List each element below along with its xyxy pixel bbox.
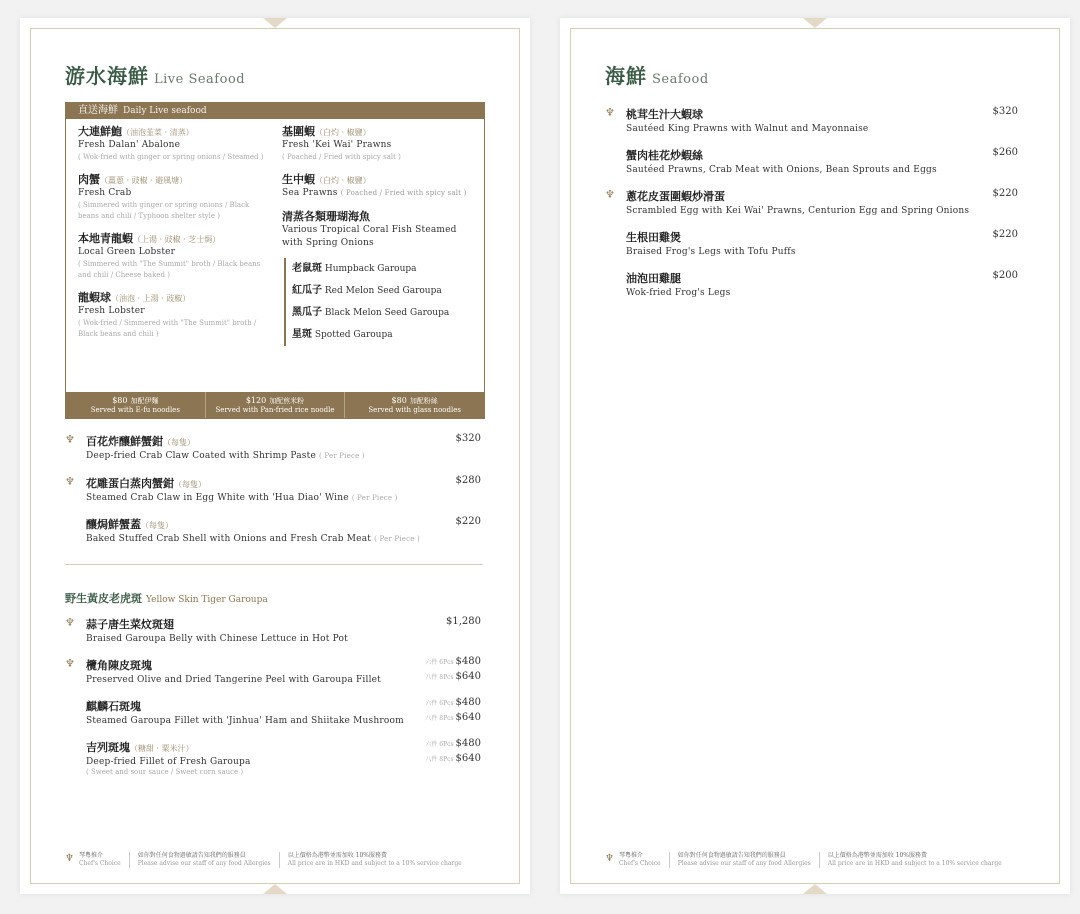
addon-price: $80	[391, 396, 407, 405]
frame-notch-bottom	[263, 884, 287, 894]
title-zh: 游水海鮮	[65, 64, 149, 88]
page-footer	[65, 852, 500, 872]
item-name-en: Various Tropical Coral Fish Steamed with Spring Onions	[282, 225, 457, 248]
item-name-en: Baked Stuffed Crab Shell with Onions and Fresh Crab Meat	[86, 534, 372, 544]
footer-chef-en: Chef's Choice	[618, 860, 661, 867]
item-name-zh: 油泡田雞腿	[626, 272, 681, 285]
item-price: $220	[992, 188, 1018, 199]
item-price-tiers	[425, 696, 481, 726]
price-tier-value: $640	[455, 712, 481, 723]
footer-allergy-zh: 如你對任何食物過敏請告知我們的服務員	[137, 852, 246, 859]
item-unit-en: ( Per Piece )	[374, 535, 420, 543]
item-name-en: Braised Garoupa Belly with Chinese Lettuce in Hot Pot	[86, 634, 348, 644]
frame-notch-top	[263, 18, 287, 28]
price-tier-label: 八件 8Pcs	[425, 756, 454, 763]
price-tier-label: 六件 6Pcs	[425, 741, 454, 748]
live-box-header	[66, 103, 484, 119]
item-price: $320	[455, 433, 481, 444]
item-name-en: Fresh Dalan' Abalone	[78, 140, 181, 150]
item-note: ( Wok-fried with ginger or spring onions / Steamed )	[78, 153, 264, 161]
addon-zh: 加配粉絲	[409, 397, 438, 405]
item-note: ( Simmered with ginger or spring onions / Black beans and chili / Typhoon shelter style )	[78, 201, 250, 220]
live-item	[78, 289, 268, 340]
item-note: ( Simmered with "The Summit" broth / Black beans and chili / Cheese baked )	[78, 260, 261, 279]
chef-choice-icon: ♆	[605, 853, 614, 864]
footer-allergy-en: Please advise our staff of any food Allergies	[137, 860, 271, 867]
item-name-zh: 本地青龍蝦	[78, 232, 133, 245]
item-note: ( Sweet and sour sauce / Sweet corn sauce )	[86, 768, 244, 776]
item-style-zh: （油泡韮菜 · 清蒸）	[122, 128, 194, 137]
price-tier-value: $480	[455, 697, 481, 708]
species-zh: 星斑	[292, 329, 312, 340]
section-divider	[65, 564, 483, 565]
item-style-zh: （薑蔥 · 豉椒 · 避風塘）	[100, 176, 188, 185]
item-name-en: Sautéed King Prawns with Walnut and Mayonnaise	[626, 124, 869, 134]
noodle-addon-bar	[66, 392, 484, 418]
live-head-zh: 直送海鮮	[78, 105, 118, 116]
addon-zh: 加配伊麵	[130, 397, 159, 405]
item-style-zh: （白灼 · 椒鹽）	[315, 176, 371, 185]
title-en: Live Seafood	[154, 72, 246, 87]
item-note: ( Wok-fried / Simmered with "The Summit" broth / Black beans and chili )	[78, 319, 257, 338]
item-name-en: Local Green Lobster	[78, 247, 176, 257]
footer-allergy-en: Please advise our staff of any food Allergies	[677, 860, 811, 867]
item-price: $1,280	[446, 616, 481, 627]
daily-live-seafood-box	[65, 102, 485, 419]
price-tier-label: 八件 8Pcs	[425, 674, 454, 681]
price-tier-value: $640	[455, 671, 481, 682]
item-style-zh: （糖甜 · 粟米汁）	[130, 744, 194, 753]
item-name-zh: 欖角陳皮斑塊	[86, 659, 152, 672]
item-unit-zh: （每隻）	[141, 521, 173, 530]
live-col-right	[282, 123, 472, 346]
item-unit-zh: （每隻）	[163, 438, 195, 447]
chef-choice-icon: ♆	[65, 616, 75, 629]
species-zh: 紅瓜子	[292, 285, 322, 296]
live-item	[282, 123, 472, 163]
chef-choice-icon: ♆	[605, 106, 615, 119]
item-name-en: Steamed Crab Claw in Egg White with 'Hua Diao' Wine	[86, 493, 349, 503]
species-item	[292, 258, 472, 280]
addon-en: Served with E-fu noodles	[90, 406, 180, 414]
item-price: $260	[992, 147, 1018, 158]
item-name-zh: 蟹肉桂花炒蝦絲	[626, 149, 703, 162]
footer-service-charge	[279, 852, 470, 868]
footer-chef-zh: 琴粵推介	[78, 852, 103, 859]
item-name-en: Steamed Garoupa Fillet with 'Jinhua' Ham and Shiitake Mushroom	[86, 716, 404, 726]
item-unit-en: ( Per Piece )	[351, 494, 398, 502]
footer-service-charge	[819, 852, 1010, 868]
species-en: Spotted Garoupa	[314, 330, 393, 340]
page-footer	[605, 852, 1040, 872]
footer-allergy-note	[669, 852, 819, 868]
species-en: Black Melon Seed Garoupa	[324, 308, 450, 318]
menu-page-left	[20, 18, 530, 894]
footer-allergy-note	[129, 852, 279, 868]
species-zh: 老鼠斑	[292, 263, 322, 274]
item-name-en: Sautéed Prawns, Crab Meat with Onions, Bean Sprouts and Eggs	[626, 165, 937, 175]
item-note: ( Poached / Fried with spicy salt )	[340, 189, 467, 197]
addon-cell	[345, 392, 484, 418]
item-style-zh: （上湯 · 豉椒 · 芝士焗）	[133, 235, 221, 244]
footer-chef-choice	[65, 852, 129, 868]
item-name-zh: 基圍蝦	[282, 125, 315, 138]
footer-allergy-zh: 如你對任何食物過敏請告知我們的服務員	[677, 852, 786, 859]
item-name-en: Braised Frog's Legs with Tofu Puffs	[626, 247, 796, 257]
species-en: Red Melon Seed Garoupa	[324, 286, 442, 296]
item-price: $220	[992, 229, 1018, 240]
item-name-en: Deep-fried Crab Claw Coated with Shrimp Paste	[86, 451, 316, 461]
item-name-zh: 大連鮮鮑	[78, 125, 122, 138]
item-price: $200	[992, 270, 1018, 281]
chef-choice-icon: ♆	[65, 853, 74, 864]
item-note: ( Poached / Fried with spicy salt )	[282, 153, 401, 161]
species-en: Humpback Garoupa	[324, 264, 417, 274]
title-zh: 海鮮	[605, 64, 647, 88]
live-item	[78, 171, 268, 222]
item-style-zh: （白灼 · 椒鹽）	[315, 128, 371, 137]
item-name-zh: 龍蝦球	[78, 291, 111, 304]
item-name-zh: 麒麟石斑塊	[86, 700, 141, 713]
section-title-live-seafood	[65, 60, 245, 89]
frame-notch-bottom	[803, 884, 827, 894]
item-unit-zh: （每隻）	[174, 480, 206, 489]
item-unit-en: ( Per Piece )	[319, 452, 365, 460]
addon-zh: 加配煎米粉	[269, 397, 305, 405]
footer-chef-choice	[605, 852, 669, 868]
item-name-zh: 花雕蛋白蒸肉蟹鉗	[86, 477, 174, 490]
item-name-zh: 蒜子唐生菜炆斑翅	[86, 618, 174, 631]
item-price-tiers	[425, 655, 481, 685]
addon-price: $120	[245, 396, 267, 405]
garoupa-species-list	[284, 258, 472, 346]
price-tier-label: 八件 8Pcs	[425, 715, 454, 722]
price-tier-value: $640	[455, 753, 481, 764]
item-name-en: Preserved Olive and Dried Tangerine Peel with Garoupa Fillet	[86, 675, 381, 685]
species-item	[292, 280, 472, 302]
footer-charge-zh: 以上價格為港幣並需加收 10%服務費	[287, 852, 388, 859]
live-item-coral-fish	[282, 208, 472, 250]
title-en: Seafood	[652, 72, 709, 87]
item-price: $220	[455, 516, 481, 527]
item-price: $280	[455, 475, 481, 486]
subsection-en: Yellow Skin Tiger Garoupa	[146, 595, 268, 605]
frame-notch-top	[803, 18, 827, 28]
section-title-yellow-skin-tiger-garoupa	[65, 587, 268, 606]
live-item	[78, 230, 268, 281]
item-name-zh: 釀焗鮮蟹蓋	[86, 518, 141, 531]
item-name-zh: 桃茸生汁大蝦球	[626, 108, 703, 121]
item-name-en: Scrambled Egg with Kei Wai' Prawns, Centurion Egg and Spring Onions	[626, 206, 970, 216]
item-style-zh: （油泡 · 上湯 · 豉椒）	[111, 294, 191, 303]
footer-charge-zh: 以上價格為港幣並需加收 10%服務費	[827, 852, 928, 859]
item-name-zh: 清蒸各類珊瑚海魚	[282, 210, 370, 223]
item-name-zh: 生中蝦	[282, 173, 315, 186]
subsection-zh: 野生黃皮老虎斑	[65, 592, 142, 605]
item-price: $320	[992, 106, 1018, 117]
item-name-en: Fresh Crab	[78, 188, 132, 198]
live-col-left	[78, 123, 268, 348]
chef-choice-icon: ♆	[605, 188, 615, 201]
species-item	[292, 302, 472, 324]
item-name-en: Deep-fried Fillet of Fresh Garoupa	[86, 757, 251, 767]
price-tier-label: 六件 6Pcs	[425, 700, 454, 707]
item-name-en: Sea Prawns	[282, 188, 338, 198]
item-name-zh: 百花炸釀鮮蟹鉗	[86, 435, 163, 448]
chef-choice-icon: ♆	[65, 475, 75, 488]
item-name-zh: 肉蟹	[78, 173, 100, 186]
price-tier-value: $480	[455, 738, 481, 749]
species-zh: 黑瓜子	[292, 307, 322, 318]
price-tier-label: 六件 6Pcs	[425, 659, 454, 666]
chef-choice-icon: ♆	[65, 433, 75, 446]
addon-price: $80	[112, 396, 128, 405]
item-name-zh: 吉列斑塊	[86, 741, 130, 754]
addon-en: Served with Pan-fried rice noodle	[215, 406, 335, 414]
footer-chef-zh: 琴粵推介	[618, 852, 643, 859]
addon-en: Served with glass noodles	[368, 406, 461, 414]
item-price-tiers	[425, 737, 481, 767]
item-name-zh: 蔥花皮蛋圍蝦炒滑蛋	[626, 190, 725, 203]
item-name-zh: 生根田雞煲	[626, 231, 681, 244]
price-tier-value: $480	[455, 656, 481, 667]
addon-cell	[206, 392, 346, 418]
section-title-seafood	[605, 60, 709, 89]
menu-page-right	[560, 18, 1070, 894]
footer-chef-en: Chef's Choice	[78, 860, 121, 867]
live-head-en: Daily Live seafood	[123, 106, 207, 116]
chef-choice-icon: ♆	[65, 657, 75, 670]
species-item	[292, 324, 472, 346]
item-name-en: Wok-fried Frog's Legs	[626, 288, 731, 298]
item-name-en: Fresh Lobster	[78, 306, 145, 316]
live-item	[78, 123, 268, 163]
addon-cell	[66, 392, 206, 418]
footer-charge-en: All price are in HKD and subject to a 10% service charge	[827, 860, 1002, 867]
item-name-en: Fresh 'Kei Wai' Prawns	[282, 140, 392, 150]
live-item	[282, 171, 472, 200]
footer-charge-en: All price are in HKD and subject to a 10% service charge	[287, 860, 462, 867]
